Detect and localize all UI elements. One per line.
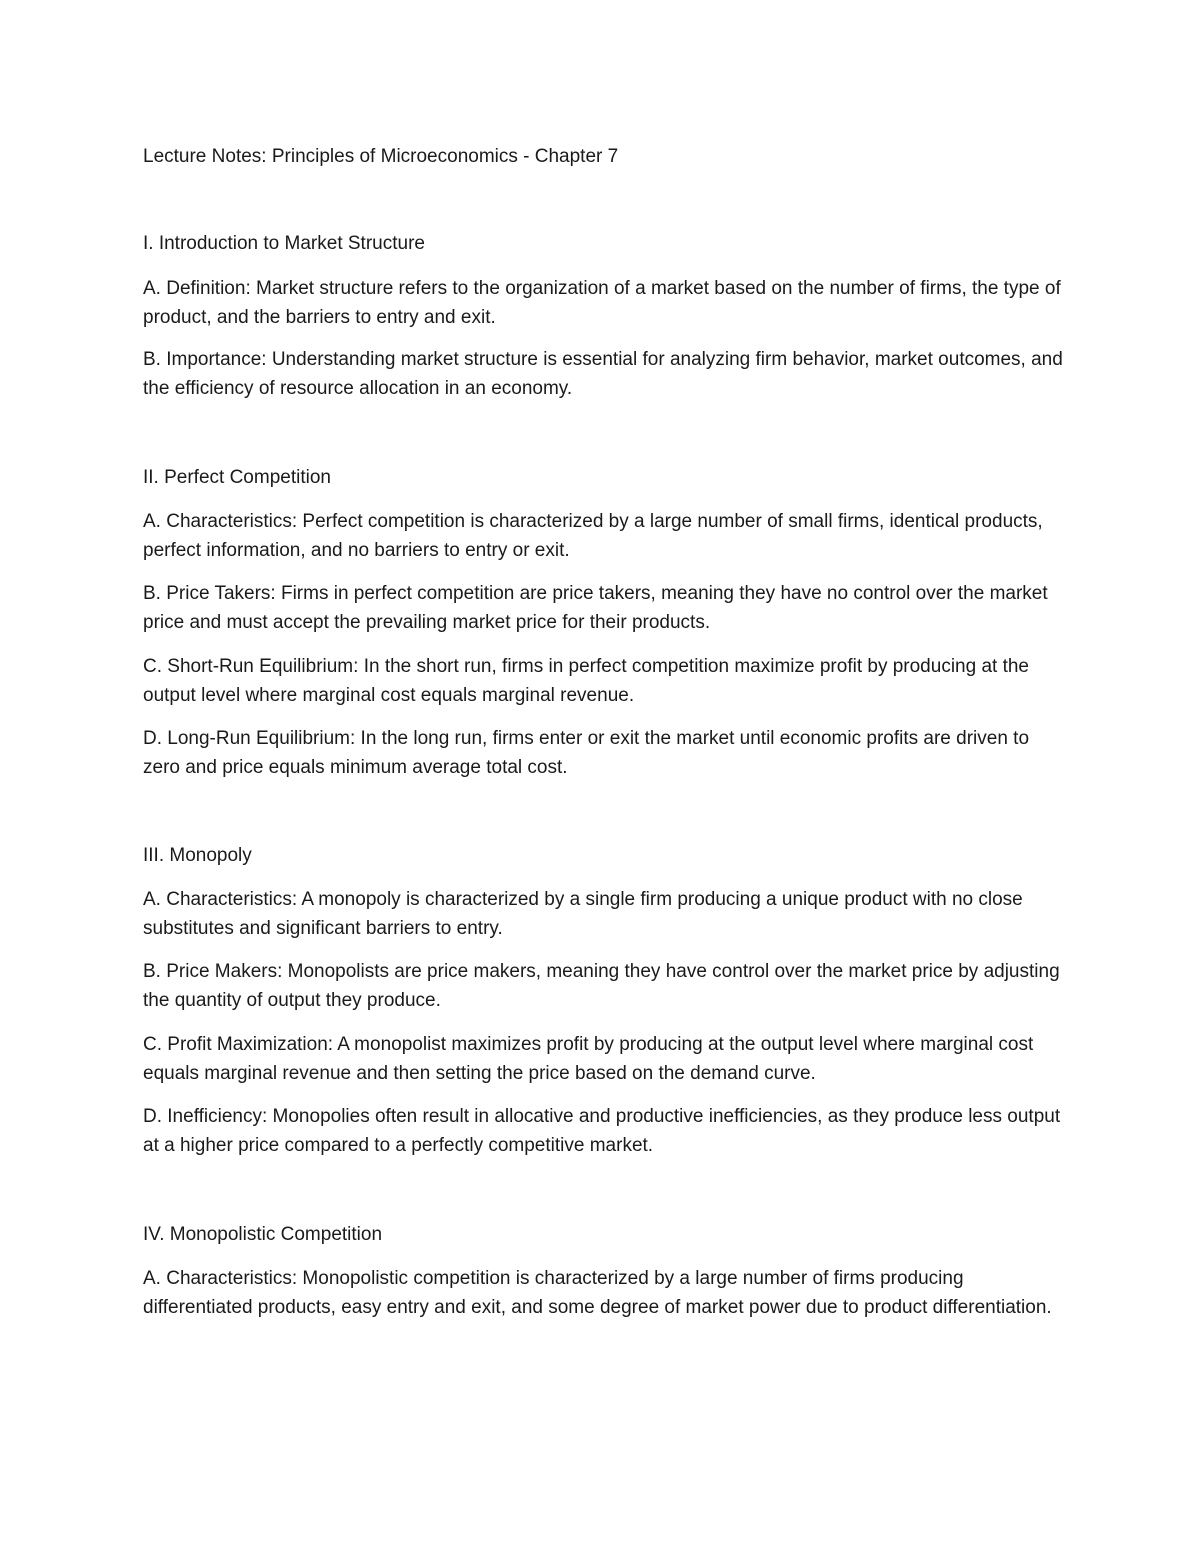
paragraph-short-run-equilibrium: C. Short-Run Equilibrium: In the short run, firms in perfect competition maximize profit by producing at the output level where marginal cost equals marginal revenue.	[143, 656, 1029, 706]
paragraph-price-makers: B. Price Makers: Monopolists are price makers, meaning they have control over the market price by adjusting the quantity of output they produce.	[143, 961, 1060, 1011]
paragraph-long-run-equilibrium: D. Long-Run Equilibrium: In the long run, firms enter or exit the market until economic profits are driven to zero and price equals minimum average total cost.	[143, 728, 1030, 778]
paragraph-profit-maximization: C. Profit Maximization: A monopolist maximizes profit by producing at the output level where marginal cost equals marginal revenue and then setting the price based on the demand curve.	[143, 1034, 1034, 1084]
section-heading-introduction: I. Introduction to Market Structure	[143, 233, 425, 254]
paragraph-mc-characteristics: A. Characteristics: Monopolistic competition is characterized by a large number of firms producing differentiated products, easy entry and exit, and some degree of market power due to product differentiation.	[143, 1268, 1052, 1318]
document-title: Lecture Notes: Principles of Microeconomics - Chapter 7	[143, 146, 619, 167]
paragraph-price-takers: B. Price Takers: Firms in perfect competition are price takers, meaning they have no control over the market price and must accept the prevailing market price for their products.	[143, 583, 1048, 633]
section-heading-monopoly: III. Monopoly	[143, 845, 252, 866]
paragraph-inefficiency: D. Inefficiency: Monopolies often result in allocative and productive inefficiencies, as they produce less output at a higher price compared to a perfectly competitive market.	[143, 1106, 1061, 1156]
paragraph-pc-characteristics: A. Characteristics: Perfect competition is characterized by a large number of small firms, identical products, perfect information, and no barriers to entry or exit.	[143, 511, 1043, 561]
section-heading-monopolistic-competition: IV. Monopolistic Competition	[143, 1224, 383, 1245]
paragraph-definition: A. Definition: Market structure refers to the organization of a market based on the number of firms, the type of product, and the barriers to entry and exit.	[143, 278, 1061, 328]
section-heading-perfect-competition: II. Perfect Competition	[143, 467, 331, 488]
paragraph-monopoly-characteristics: A. Characteristics: A monopoly is characterized by a single firm producing a unique product with no close substitutes and significant barriers to entry.	[143, 889, 1023, 939]
paragraph-importance: B. Importance: Understanding market structure is essential for analyzing firm behavior, market outcomes, and the efficiency of resource allocation in an economy.	[143, 349, 1063, 399]
